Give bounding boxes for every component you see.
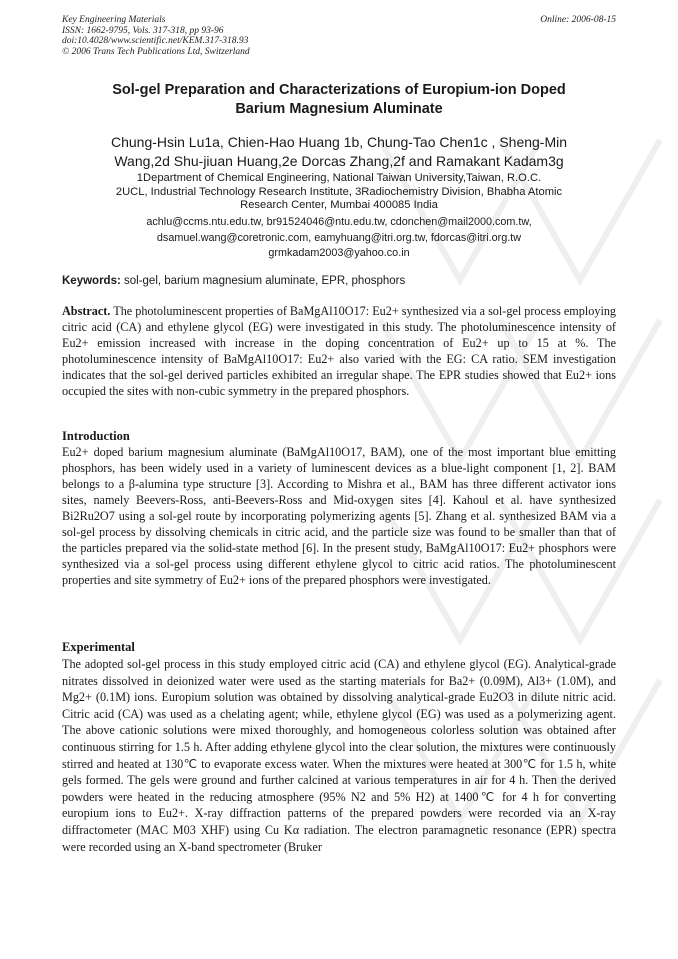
affiliation-line: 1Department of Chemical Engineering, National Taiwan University,Taiwan, R.O.C. [136,172,542,184]
online-date: Online: 2006-08-15 [540,15,616,25]
email-line: grmkadam2003@yahoo.co.in [268,247,410,259]
email-line: dsamuel.wang@coretronic.com, eamyhuang@itri.org.tw, fdorcas@itri.org.tw [156,231,522,244]
experimental-body [62,656,616,855]
author-emails [62,215,616,262]
introduction-heading: Introduction [62,429,130,443]
copyright-line: © 2006 Trans Tech Publications Ltd, Switzerland [62,46,250,57]
title-line-2: Barium Magnesium Aluminate [235,101,443,117]
abstract-text: The photoluminescent properties of BaMgAl10O17: Eu2+ synthesized via a sol-gel process employing citric acid (CA) and ethylene glycol (EG) were investigated in this study. The photoluminescence intensity of Eu2+ emission increased with increase in the doping concentration of Eu2+ up to 15 at %. The photoluminescence intensity of BaMgAl10O17: Eu2+ also varied with the EG: CA ratio. SEM investigation indicates that the sol-gel derived particles exhibited an irregular shape. The EPR studies showed that Eu2+ ions occupied the sites with non-cubic symmetry in the prepared phosphors. [62,304,617,398]
authors-line-2: Wang,2d Shu-jiuan Huang,2e Dorcas Zhang,2f and Ramakant Kadam3g [114,153,564,169]
affiliation-line: 2UCL, Industrial Technology Research Institute, 3Radiochemistry Division, Bhabha Atomic [115,185,563,198]
introduction-body [62,444,616,588]
keywords-label: Keywords: [62,275,121,287]
keywords [62,274,616,289]
introduction-text: Eu2+ doped barium magnesium aluminate (BaMgAl10O17, BAM), one of the most important blue emitting phosphors, has been widely used in a variety of luminescent devices as a blue-light component [1, 2]. BAM belongs to a β-alumina type structure [3]. According to Mishra et al., BAM has three different activator ions sites, namely Beevers-Ross, anti-Beevers-Ross and Mid-oxygen sites [4]. Kahoul et al. have synthesized Bi2Ru2O7 using a sol-gel route by incorporating polymerizing agents [5]. Zhang et al. synthesized BAM via a sol-gel process by dissolving chemicals in citric acid, and the particle size was found to be smaller than that of the particles prepared via the solid-state method [6]. In the present study, BaMgAl10O17: Eu2+ phosphors were synthesized via a sol-gel process using different ethylene glycol to citric acid ratios. The photoluminescent properties and site symmetry of Eu2+ ions of the prepared phosphors were investigated. [62,445,616,587]
affiliation-line: Research Center, Mumbai 400085 India [240,199,438,212]
affiliations [62,172,616,213]
keywords-text: sol-gel, barium magnesium aluminate, EPR, phosphors [120,275,406,287]
author-list [62,133,616,171]
email-line: achlu@ccms.ntu.edu.tw, br91524046@ntu.edu.tw, cdonchen@mail2000.com.tw, [146,216,532,228]
experimental-heading: Experimental [62,640,135,654]
title-line-1: Sol-gel Preparation and Characterizations of Europium-ion Doped [112,82,566,98]
experimental-text: The adopted sol-gel process in this study employed citric acid (CA) and ethylene glycol (EG). Analytical-grade nitrates dissolved in deionized water were used as the starting materials for Ba2+ (0.09M), Al3+ (1.0M), and Mg2+ (0.1M) ions. Europium solution was obtained by dissolving analytical-grade Eu2O3 in dilute nitric acid. Citric acid (CA) was used as a chelating agent; while, ethylene glycol (EG) was used as a polymerizing agent. The above cationic solutions were mixed thoroughly, and homogeneous colorless solution was obtained after continuous stirring for 1.5 h. After adding ethylene glycol into the clear solution, the mixtures were continuously stirred and heated at 130℃ to evaporate excess water. When the mixtures were heated at 300℃ for 1.5 h, white gels formed. The gels were ground and further calcined at various temperatures in air for 4 h. Then the derived powders were heated in the reducing atmosphere (95% N2 and 5% H2) at 1400℃ for 4 h for converting europium ions to Eu2+. X-ray diffraction patterns of the prepared powders were recorded via an X-ray diffractometer (MAC M03 XHF) using Cu Kα radiation. The electron paramagnetic resonance (EPR) spectra were recorded using an X-band spectrometer (Bruker [62,657,616,854]
abstract [62,303,616,399]
journal-header [62,15,616,57]
authors-line-1: Chung-Hsin Lu1a, Chien-Hao Huang 1b, Chung-Tao Chen1c , Sheng-Min [110,134,568,150]
paper-title [62,81,616,119]
issn-line: ISSN: 1662-9795, Vols. 317-318, pp 93-96 [62,25,224,36]
doi-line: doi:10.4028/www.scientific.net/KEM.317-318.93 [62,36,249,47]
abstract-label: Abstract. [62,304,111,318]
journal-name: Key Engineering Materials [62,15,166,25]
